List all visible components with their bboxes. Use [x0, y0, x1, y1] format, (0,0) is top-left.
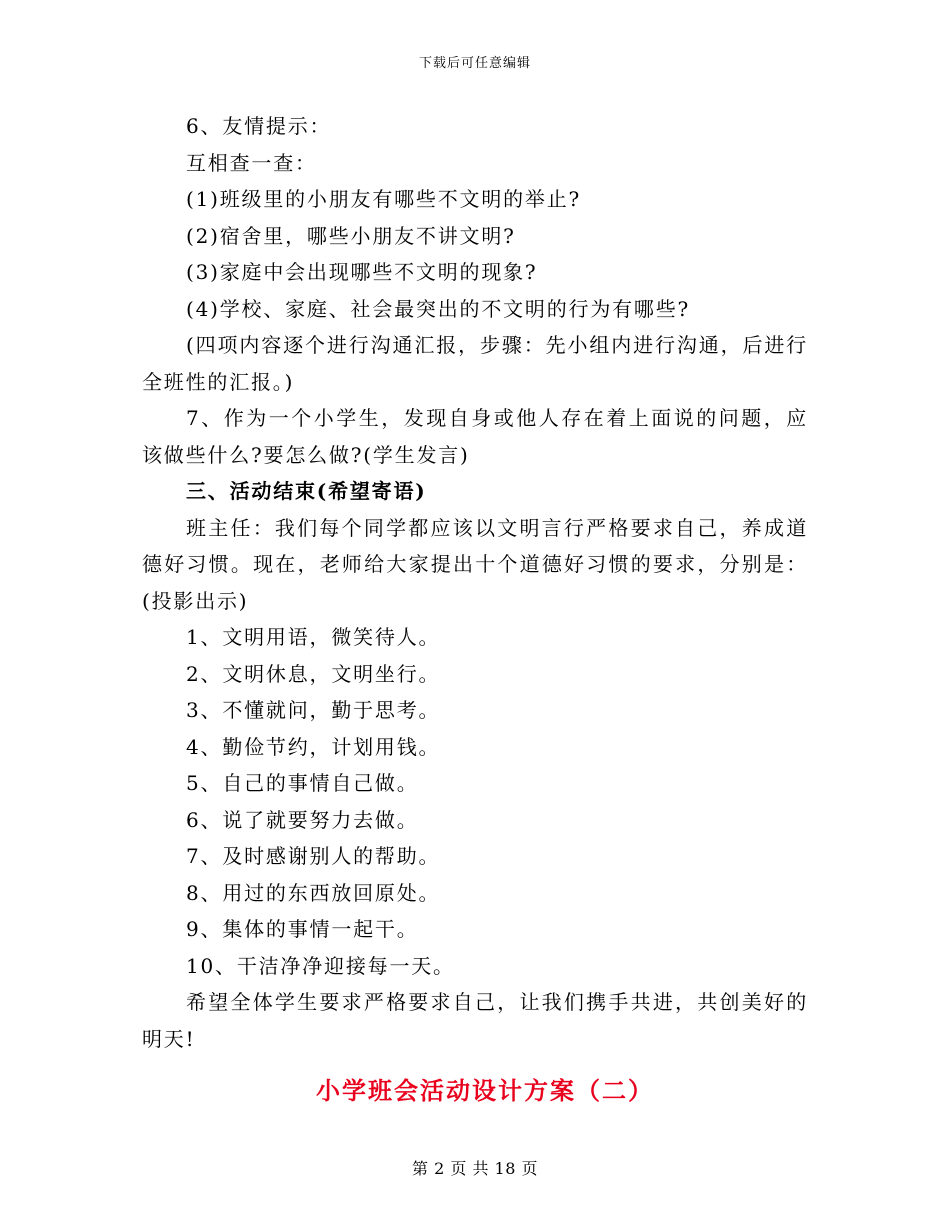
section-title: 小学班会活动设计方案（二）	[316, 1076, 654, 1105]
paragraph-question-2: (2)宿舍里，哪些小朋友不讲文明?	[186, 223, 516, 248]
paragraph-question-4: (4)学校、家庭、社会最突出的不文明的行为有哪些?	[186, 296, 691, 321]
habit-item-9: 9、集体的事情一起干。	[186, 917, 419, 941]
habit-item-10: 10、干洁净净迎接每一天。	[186, 953, 455, 978]
habit-item-1: 1、文明用语，微笑待人。	[186, 625, 441, 649]
habit-item-6: 6、说了就要努力去做。	[186, 807, 419, 832]
habit-item-7: 7、及时感谢别人的帮助。	[186, 844, 441, 868]
paragraph-question-1: (1)班级里的小朋友有哪些不文明的举止?	[186, 187, 582, 211]
paragraph-friendly-tip: 6、友情提示：	[186, 114, 332, 138]
paragraph-report-steps: (四项内容逐个进行沟通汇报，步骤：先小组内进行沟通，后进行全班性的汇报。)	[142, 333, 808, 394]
page-footer: 第 2 页 共 18 页	[412, 1159, 538, 1178]
habit-item-8: 8、用过的东西放回原处。	[186, 880, 441, 905]
paragraph-question-3: (3)家庭中会出现哪些不文明的现象?	[186, 260, 538, 284]
paragraph-student-speech: 7、作为一个小学生，发现自身或他人存在着上面说的问题，应该做些什么?要怎么做?(学生发言)	[142, 406, 808, 467]
habit-item-3: 3、不懂就问，勤于思考。	[186, 698, 441, 722]
habit-item-4: 4、勤俭节约，计划用钱。	[186, 734, 441, 759]
section-heading-activity-end: 三、活动结束(希望寄语)	[186, 479, 427, 503]
paragraph-closing-hope: 希望全体学生要求严格要求自己，让我们携手共进，共创美好的明天!	[142, 990, 808, 1051]
paragraph-teacher-remarks: 班主任：我们每个同学都应该以文明言行严格要求自己，养成道德好习惯。现在，老师给大家提出十个道德好习惯的要求，分别是：(投影出示)	[142, 515, 808, 613]
habit-item-5: 5、自己的事情自己做。	[186, 771, 419, 795]
document-body	[142, 108, 808, 1106]
habit-item-2: 2、文明休息，文明坐行。	[186, 661, 441, 686]
paragraph-check-each-other: 互相查一查：	[186, 150, 317, 175]
page-header: 下载后可任意编辑	[418, 56, 531, 71]
